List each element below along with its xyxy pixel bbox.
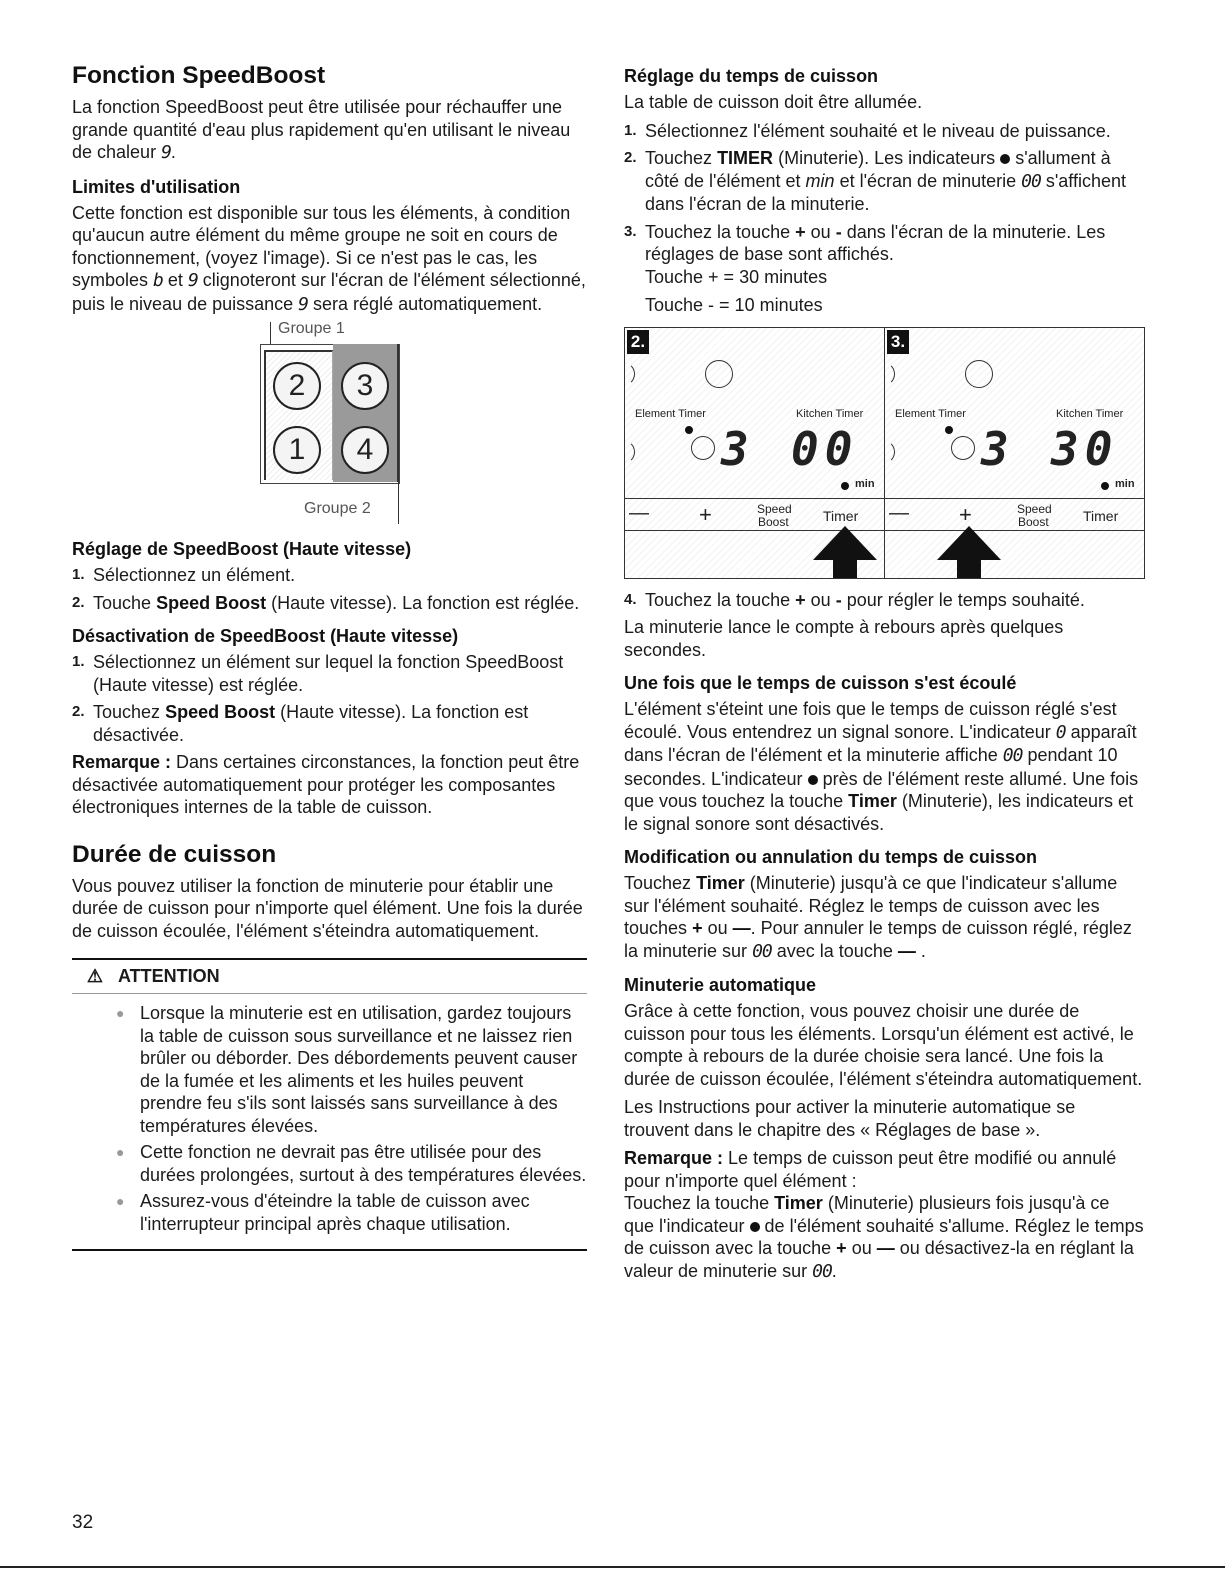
speed-boost-key-label[interactable]: Speed	[1017, 501, 1052, 516]
limits-title: Limites d'utilisation	[72, 176, 241, 197]
element-timer-digit: 3	[721, 421, 755, 476]
indicator-dot-icon	[1101, 482, 1109, 490]
element-timer-digit: 3	[981, 421, 1015, 476]
bullet-icon: ●	[116, 1144, 125, 1160]
right-column	[624, 62, 1144, 1289]
element-ring-icon	[965, 360, 993, 388]
seg-symbol-00: 00	[1002, 745, 1023, 766]
burner-4: 4	[341, 426, 389, 474]
kitchen-timer-label: Kitchen Timer	[1056, 407, 1124, 420]
indicator-dot-icon	[841, 482, 849, 490]
list-item: 2. Touchez TIMER (Minuterie). Les indicateurs s'allument à côté de l'élément et min et l'écran de minuterie 00 s'affichent dans l'écran de la minuterie.	[624, 148, 1126, 214]
timer-key[interactable]: Timer	[823, 507, 859, 524]
seg-symbol-00: 00	[1021, 170, 1041, 192]
minus-key[interactable]: —	[889, 501, 909, 524]
panel-number: 3.	[887, 330, 909, 354]
speedboost-title: Fonction SpeedBoost	[72, 62, 326, 89]
attention-item: ● Lorsque la minuterie est en utilisation, gardez toujours la table de cuisson sous surveillance et ne laissez rien brûler ou déborder. Des débordements peuvent causer de la fumée et les aliments et les huiles peuvent prendre feu s'ils sont laissés sans surveillance à des températures élevées.	[116, 1003, 578, 1136]
remark: Remarque : Dans certaines circonstances, la fonction peut être désactivée automatiquement pour protéger les composantes électroniques internes de la table de cuisson.	[72, 752, 580, 817]
group2-pointer	[398, 472, 399, 524]
seg-symbol-0: 0	[1055, 721, 1066, 743]
modify-title: Modification ou annulation du temps de cuisson	[624, 847, 1038, 867]
group2-label: Groupe 2	[304, 500, 371, 517]
indicator-dot-icon	[1000, 154, 1010, 164]
auto-timer-title: Minuterie automatique	[624, 975, 817, 995]
seg-symbol-9: 9	[187, 270, 198, 291]
arrow-up-icon	[813, 526, 877, 560]
modify-text: Touchez Timer (Minuterie) jusqu'à ce que l'indicateur s'allume sur l'élément souhaité. Réglez le temps de cuisson avec les touches + ou —. Pour annuler le temps de cuisson réglé, réglez la minuterie sur 00 avec la touche — .	[624, 873, 1132, 962]
indicator-dot-icon	[685, 426, 693, 434]
setting-title: Réglage de SpeedBoost (Haute vitesse)	[72, 539, 412, 559]
list-item: 3. Touchez la touche + ou - dans l'écran de la minuterie. Les réglages de base sont affichés. Touche + = 30 minutes Touche - = 10 minutes	[624, 221, 1106, 315]
time-steps	[624, 120, 1144, 317]
min-label: min	[1115, 477, 1135, 490]
auto-timer-text-1: Grâce à cette fonction, vous pouvez choisir une durée de cuisson pour tous les éléments. Lorsqu'un élément est activé, le compte à rebours de la durée choisie sera lancé. Une fois la durée de cuisson écoulée, l'élément s'éteindra automatiquement.	[624, 1001, 1143, 1089]
timer-key[interactable]: Timer	[1083, 507, 1119, 524]
element-timer-label: Element Timer	[635, 407, 706, 420]
element-edge-icon	[885, 362, 895, 386]
speed-boost-key-label[interactable]: Speed	[757, 501, 792, 516]
arrow-up-icon	[937, 526, 1001, 560]
elapsed-text: L'élément s'éteint une fois que le temps de cuisson réglé s'est écoulé. Vous entendrez un signal sonore. L'indicateur 0 apparaît dans l'écran de l'élément et la minuterie affiche 00 pendant 10 secondes. L'indicateur près de l'élément reste allumé. Une fois que vous touchez la touche Timer (Minuterie), les indicateurs et le signal sonore sont désactivés.	[624, 699, 1139, 834]
burner-3: 3	[341, 362, 389, 410]
timer-panels-figure	[624, 327, 1145, 579]
element-edge-icon	[625, 440, 635, 464]
page-number: 32	[72, 1512, 94, 1533]
list-item: 1. Sélectionnez un élément sur lequel la fonction SpeedBoost (Haute vitesse) est réglée.	[72, 652, 564, 695]
arrow-stem	[833, 558, 857, 578]
indicator-dot-icon	[750, 1222, 760, 1232]
minus-key[interactable]: —	[629, 501, 649, 524]
burner-groups-figure	[72, 322, 587, 527]
list-item: 4. Touchez la touche + ou - pour régler le temps souhaité.	[624, 589, 1085, 610]
kitchen-timer-digits: 00	[791, 421, 859, 476]
attention-box	[72, 958, 587, 1251]
speedboost-intro: La fonction SpeedBoost peut être utilisée pour réchauffer une grande quantité d'eau plus rapidement qu'en utilisant le niveau de chaleur 9.	[72, 97, 571, 163]
list-item: 1. Sélectionnez un élément.	[72, 565, 296, 585]
element-ring-icon	[951, 436, 975, 460]
list-item: 2. Touche Speed Boost (Haute vitesse). La fonction est réglée.	[72, 592, 580, 613]
elapsed-title: Une fois que le temps de cuisson s'est écoulé	[624, 673, 1017, 693]
plus-key[interactable]: +	[699, 501, 712, 527]
speed-boost-key-label[interactable]: Boost	[1018, 514, 1049, 529]
indicator-dot-icon	[945, 426, 953, 434]
seg-symbol-00: 00	[812, 1260, 832, 1282]
plus-key[interactable]: +	[959, 501, 972, 527]
group1-label: Groupe 1	[278, 320, 345, 337]
speed-boost-key-label[interactable]: Boost	[758, 514, 789, 529]
panel-number: 2.	[627, 330, 649, 354]
burner-1: 1	[273, 426, 321, 474]
limits-text: Cette fonction est disponible sur tous les éléments, à condition qu'aucun autre élément du même groupe ne soit en cours de fonctionnement, (voyez l'image). Si ce n'est pas le cas, les symboles b et 9 clignoteront sur l'écran de l'élément sélectionné, puis le niveau de puissance 9 sera réglé automatiquement.	[72, 202, 586, 315]
min-label: min	[855, 477, 875, 490]
bullet-icon: ●	[116, 1193, 125, 1209]
duration-title: Durée de cuisson	[72, 840, 277, 868]
time-setting-title: Réglage du temps de cuisson	[624, 66, 879, 86]
duration-text: Vous pouvez utiliser la fonction de minuterie pour établir une durée de cuisson pour n'importe quel élément. Une fois la durée de cuisson écoulée, l'élément s'éteindra automatiquement.	[72, 875, 583, 941]
setting-steps	[72, 564, 587, 614]
list-item: 1. Sélectionnez l'élément souhaité et le niveau de puissance.	[624, 120, 1111, 141]
seg-symbol-9: 9	[298, 293, 309, 315]
attention-title: ATTENTION	[118, 966, 220, 986]
attention-item: ● Assurez-vous d'éteindre la table de cuisson avec l'interrupteur principal après chaque utilisation.	[116, 1191, 530, 1234]
element-edge-icon	[885, 440, 895, 464]
left-column	[72, 62, 587, 1251]
seg-symbol-9: 9	[161, 142, 171, 163]
timer-panel-2	[625, 328, 885, 578]
kitchen-timer-label: Kitchen Timer	[796, 407, 864, 420]
seg-symbol-00: 00	[752, 940, 772, 962]
remark: Remarque : Le temps de cuisson peut être modifié ou annulé pour n'importe quel élément : Touchez la touche Timer (Minuterie) plusieurs fois jusqu'à ce que l'indicateur de l'élément souhaité s'allume. Réglez le temps de cuisson avec la touche + ou — ou désactivez-la en réglant la valeur de minuterie sur 00.	[624, 1148, 1144, 1282]
kitchen-timer-digits: 30	[1051, 421, 1119, 476]
bullet-icon: ●	[116, 1005, 125, 1021]
deactivation-title: Désactivation de SpeedBoost (Haute vitesse)	[72, 626, 459, 646]
bottom-rule	[0, 1566, 1225, 1568]
auto-timer-text-2: Les Instructions pour activer la minuterie automatique se trouvent dans le chapitre des « Réglages de base ».	[624, 1097, 1076, 1140]
element-ring-icon	[691, 436, 715, 460]
element-edge-icon	[625, 362, 635, 386]
time-setting-intro: La table de cuisson doit être allumée.	[624, 92, 923, 112]
deactivation-steps	[72, 651, 587, 746]
arrow-stem	[957, 558, 981, 578]
attention-item: ● Cette fonction ne devrait pas être utilisée pour des durées prolongées, surtout à des températures élevées.	[116, 1142, 587, 1185]
seg-symbol-b: b	[153, 270, 163, 291]
warning-icon: ⚠	[86, 966, 104, 986]
burner-2: 2	[273, 362, 321, 410]
countdown-text: La minuterie lance le compte à rebours après quelques secondes.	[624, 617, 1064, 660]
element-timer-label: Element Timer	[895, 407, 966, 420]
timer-panel-3	[885, 328, 1144, 578]
element-ring-icon	[705, 360, 733, 388]
list-item: 2. Touchez Speed Boost (Haute vitesse). La fonction est désactivée.	[72, 702, 529, 745]
indicator-dot-icon	[808, 775, 818, 785]
